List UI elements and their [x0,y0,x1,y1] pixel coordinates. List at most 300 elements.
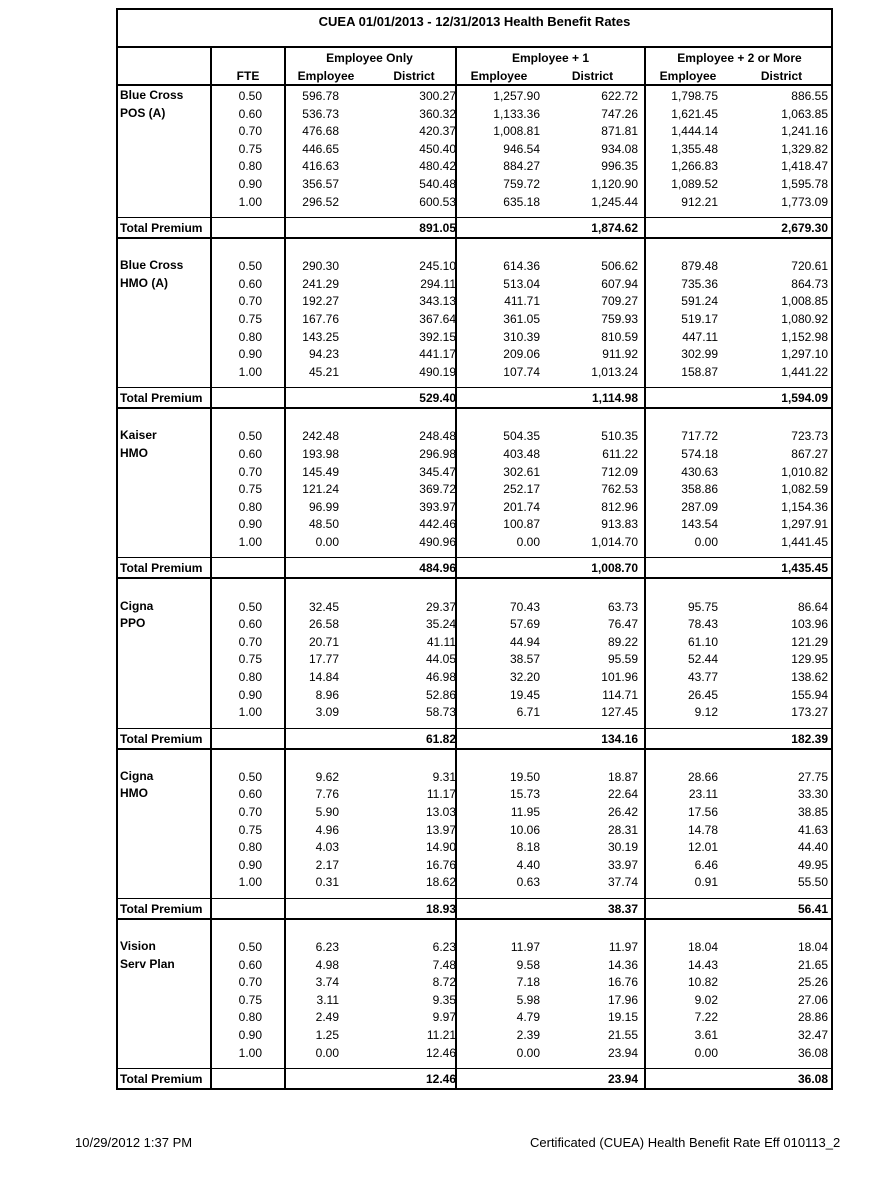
fte-value: 0.70 [238,294,262,309]
plan-name-line: PPO [120,616,146,631]
rate-value: 490.96 [419,535,456,549]
fte-value: 0.50 [238,769,262,784]
rate-value: 55.50 [797,875,828,890]
total-premium-value: 18.93 [425,901,456,916]
rate-value: 19.45 [509,687,540,702]
rate-value: 114.71 [602,687,638,702]
plan-name [120,598,153,633]
rate-value: 20.71 [308,634,339,649]
rate-value: 36.08 [797,1045,828,1060]
fte-value: 0.90 [238,517,262,532]
rate-value: 0.00 [694,535,718,549]
total-rule [118,1068,831,1069]
rate-value: 1,266.83 [671,159,718,174]
rate-value: 1,773.09 [781,194,828,209]
plan-name-line: Kaiser [120,428,157,443]
rate-value: 11.21 [426,1028,456,1042]
rate-value: 248.48 [419,429,456,444]
rate-value: 38.57 [509,652,540,667]
rate-value: 1,008.85 [781,294,828,309]
rate-value: 709.27 [601,294,638,309]
total-rule [118,898,831,899]
plan-name-line: Blue Cross [120,88,184,102]
total-premium-value: 1,114.98 [591,391,638,406]
rate-value: 810.59 [601,329,638,344]
fte-value: 0.70 [238,805,262,819]
rate-value: 287.09 [681,499,718,514]
rate-value: 138.62 [791,670,828,684]
rate-value: 1,418.47 [781,159,828,174]
rate-value: 513.04 [503,276,540,291]
rate-value: 912.21 [681,194,718,209]
fte-value: 0.90 [238,857,262,872]
rate-value: 28.86 [797,1010,828,1025]
fte-value: 0.70 [238,975,262,990]
rate-value: 294.11 [420,276,456,291]
rate-value: 143.25 [302,329,339,344]
rate-value: 2.39 [516,1028,540,1042]
rate-value: 46.98 [425,670,456,684]
rate-value: 536.73 [302,106,339,121]
fte-value: 0.70 [238,124,262,139]
plan-name-line: Vision [120,939,156,953]
rate-value: 4.79 [516,1010,540,1025]
rate-value: 32.20 [509,670,540,684]
rate-value: 21.65 [797,957,828,972]
rate-value: 41.11 [426,634,456,649]
fte-value: 0.90 [238,1028,262,1042]
rate-value: 1,798.75 [671,89,718,103]
fte-value: 0.60 [238,276,262,291]
fte-value: 0.70 [238,464,262,479]
rate-value: 1,297.10 [781,347,828,362]
total-premium-value: 1,435.45 [781,561,828,576]
fte-value: 0.50 [238,259,262,274]
fte-value: 1.00 [238,705,262,720]
rate-value: 121.24 [302,482,339,497]
fte-value: 0.80 [238,670,262,684]
total-premium-label: Total Premium [120,391,203,406]
rate-value: 121.29 [791,634,828,649]
rate-value: 6.23 [315,940,339,954]
rate-value: 1,441.22 [781,364,828,379]
rate-value: 37.74 [607,875,638,890]
total-premium-label: Total Premium [120,731,203,746]
rate-value: 11.97 [510,940,540,954]
total-premium-label: Total Premium [120,221,203,235]
fte-value: 0.60 [238,617,262,632]
fte-value: 0.50 [238,89,262,103]
rate-value: 9.62 [315,769,339,784]
rate-value: 245.10 [419,259,456,274]
rate-value: 871.81 [601,124,638,139]
rate-value: 242.48 [302,429,339,444]
total-premium-label: Total Premium [120,561,203,576]
rate-value: 1,014.70 [591,535,638,549]
rate-value: 27.06 [797,992,828,1007]
rate-value: 45.21 [308,364,339,379]
plan-name-line: Serv Plan [120,956,175,971]
rate-value: 23.94 [607,1045,638,1060]
rate-value: 635.18 [503,194,540,209]
rate-value: 735.36 [681,276,718,291]
fte-value: 1.00 [238,1045,262,1060]
rate-value: 1,355.48 [671,141,718,156]
rate-value: 193.98 [302,447,339,461]
rate-value: 1,595.78 [781,177,828,191]
rate-value: 28.66 [687,769,718,784]
rate-value: 6.46 [694,857,718,872]
total-rule [118,217,831,218]
header-district: District [760,69,803,83]
total-premium-value: 134.16 [601,731,638,746]
rate-value: 33.30 [797,787,828,802]
rate-value: 32.45 [308,599,339,614]
total-rule [118,728,831,729]
fte-value: 0.75 [238,312,262,326]
fte-value: 1.00 [238,194,262,209]
rate-value: 622.72 [601,89,638,103]
rate-value: 201.74 [503,499,540,514]
rate-value: 15.73 [509,787,540,802]
rate-value: 61.10 [687,634,718,649]
rate-value: 16.76 [607,975,638,990]
rate-value: 143.54 [681,517,718,532]
rate-value: 864.73 [791,276,828,291]
rate-value: 7.48 [432,957,456,972]
rate-value: 16.76 [425,857,456,872]
rate-value: 540.48 [419,177,456,191]
rate-value: 9.35 [432,992,456,1007]
plan-name [120,768,153,803]
rate-value: 44.40 [797,840,828,855]
fte-value: 1.00 [238,875,262,890]
total-premium-value: 61.82 [425,731,456,746]
rate-value: 1,152.98 [781,329,828,344]
rate-value: 11.95 [510,805,540,819]
rate-value: 129.95 [791,652,828,667]
rate-value: 13.03 [425,805,456,819]
rate-value: 946.54 [503,141,540,156]
rate-value: 447.11 [682,329,718,344]
rate-value: 1,089.52 [671,177,718,191]
rate-value: 361.05 [503,312,540,326]
rate-value: 310.39 [503,329,540,344]
rate-value: 879.48 [681,259,718,274]
fte-value: 0.50 [238,429,262,444]
fte-value: 0.75 [238,482,262,497]
rate-value: 76.47 [607,617,638,632]
rate-value: 430.63 [681,464,718,479]
rate-value: 446.65 [302,141,339,156]
rate-value: 614.36 [503,259,540,274]
rate-value: 3.11 [316,992,339,1007]
rate-value: 107.74 [503,364,540,379]
rate-value: 519.17 [681,312,718,326]
rate-value: 7.18 [516,975,540,990]
rate-value: 23.11 [688,787,718,802]
rate-value: 12.46 [425,1045,456,1060]
rate-value: 7.76 [315,787,339,802]
rate-value: 5.90 [315,805,339,819]
rate-value: 1,257.90 [493,89,540,103]
rate-value: 19.50 [509,769,540,784]
fte-value: 0.90 [238,687,262,702]
section-rule [118,577,831,579]
rate-value: 934.08 [601,141,638,156]
fte-value: 0.75 [238,652,262,667]
section-rule [118,748,831,750]
rate-value: 9.31 [432,769,456,784]
rate-value: 0.63 [516,875,540,890]
rate-value: 1,329.82 [781,141,828,156]
total-premium-value: 484.96 [419,561,456,576]
rate-value: 101.96 [601,670,638,684]
rate-value: 145.49 [302,464,339,479]
rate-value: 44.05 [425,652,456,667]
rate-value: 96.99 [308,499,339,514]
rate-value: 27.75 [797,769,828,784]
footer-document-name: Certificated (CUEA) Health Benefit Rate Eff 010113_2 [530,1135,841,1150]
total-premium-value: 12.46 [425,1072,456,1086]
rate-value: 43.77 [687,670,718,684]
rate-value: 1,133.36 [493,106,540,121]
rate-value: 6.23 [432,940,456,954]
rate-value: 8.72 [432,975,456,990]
fte-value: 0.75 [238,992,262,1007]
fte-value: 0.80 [238,499,262,514]
plan-name [120,427,157,462]
rate-value: 1,621.45 [671,106,718,121]
rate-value: 0.91 [694,875,718,890]
rate-value: 18.04 [687,940,718,954]
rate-value: 9.58 [516,957,540,972]
rate-value: 420.37 [419,124,456,139]
rate-value: 2.49 [315,1010,339,1025]
plan-name-line: Blue Cross [120,258,184,273]
rate-value: 14.84 [308,670,339,684]
fte-value: 0.90 [238,177,262,191]
fte-value: 0.80 [238,1010,262,1025]
plan-name [120,87,183,122]
rate-value: 4.96 [315,822,339,837]
rate-value: 607.94 [601,276,638,291]
rate-value: 29.37 [425,599,456,614]
rate-value: 10.06 [509,822,540,837]
rate-value: 18.04 [797,940,828,954]
rate-value: 41.63 [797,822,828,837]
header-employee-plus-2: Employee + 2 or More [677,51,802,65]
rate-value: 296.52 [302,194,339,209]
rate-value: 7.22 [694,1010,718,1025]
rate-value: 11.97 [608,940,638,954]
header-employee: Employee [659,69,717,83]
rate-value: 0.00 [516,535,540,549]
rate-value: 510.35 [601,429,638,444]
rate-value: 13.97 [425,822,456,837]
rate-value: 19.15 [607,1010,638,1025]
header-district: District [571,69,614,83]
rate-value: 0.00 [315,535,339,549]
fte-value: 0.60 [238,957,262,972]
rate-value: 392.15 [419,329,456,344]
rate-value: 30.19 [607,840,638,855]
rate-value: 717.72 [681,429,718,444]
rate-value: 1,063.85 [781,106,828,121]
total-premium-value: 23.94 [607,1072,638,1086]
rate-value: 611.22 [602,447,638,461]
footer-timestamp: 10/29/2012 1:37 PM [75,1135,193,1150]
total-rule [118,387,831,388]
rate-value: 490.19 [419,364,456,379]
rate-value: 812.96 [601,499,638,514]
rate-value: 9.97 [432,1010,456,1025]
fte-value: 0.50 [238,940,262,954]
rate-value: 441.17 [419,347,456,362]
rate-value: 21.55 [607,1028,638,1042]
rate-value: 0.00 [516,1045,540,1060]
rate-value: 252.17 [503,482,540,497]
rate-value: 158.87 [681,364,718,379]
rate-value: 22.64 [607,787,638,802]
rate-value: 25.26 [797,975,828,990]
rate-value: 17.96 [607,992,638,1007]
rate-value: 10.82 [687,975,718,990]
rate-value: 884.27 [503,159,540,174]
total-premium-value: 56.41 [797,901,828,916]
rate-value: 416.63 [302,159,339,174]
plan-name [120,257,183,292]
rate-value: 1,241.16 [781,124,828,139]
rate-value: 574.18 [681,447,718,461]
rate-value: 302.99 [681,347,718,362]
rate-value: 86.64 [797,599,828,614]
rate-value: 343.13 [419,294,456,309]
rate-value: 26.42 [607,805,638,819]
rate-value: 290.30 [302,259,339,274]
rate-value: 3.09 [315,705,339,720]
total-premium-label: Total Premium [120,901,203,916]
rate-value: 1,008.81 [493,124,540,139]
rate-value: 241.29 [302,276,339,291]
section-rule [118,918,831,920]
rate-value: 596.78 [302,89,339,103]
rate-value: 8.18 [516,840,540,855]
fte-value: 0.80 [238,159,262,174]
total-premium-value: 891.05 [419,221,456,235]
rate-value: 747.26 [601,106,638,121]
rate-value: 18.62 [425,875,456,890]
rate-value: 358.86 [681,482,718,497]
rate-value: 14.36 [607,957,638,972]
section-rule [118,407,831,409]
rate-value: 442.46 [419,517,456,532]
rate-table [116,8,833,1090]
rate-value: 1,154.36 [781,499,828,514]
header-employee-plus-1: Employee + 1 [511,51,590,65]
rate-value: 411.71 [504,294,540,309]
rate-value: 52.86 [425,687,456,702]
rate-value: 14.43 [687,957,718,972]
rate-value: 57.69 [509,617,540,632]
section-rule [118,237,831,239]
rate-value: 100.87 [503,517,540,532]
rate-value: 9.02 [694,992,718,1007]
rate-value: 302.61 [503,464,540,479]
header-bottom-rule [118,84,831,86]
plan-name [120,938,175,973]
rate-value: 403.48 [503,447,540,461]
rate-value: 52.44 [687,652,718,667]
plan-name-line: HMO [120,445,148,460]
rate-value: 173.27 [791,705,828,720]
fte-value: 0.60 [238,787,262,802]
rate-value: 63.73 [607,599,638,614]
rate-value: 762.53 [601,482,638,497]
rate-value: 886.55 [791,89,828,103]
rate-value: 94.23 [308,347,339,362]
rate-value: 1,120.90 [591,177,638,191]
rate-value: 8.96 [315,687,339,702]
fte-value: 0.70 [238,634,262,649]
rate-value: 0.00 [315,1045,339,1060]
rate-value: 32.47 [797,1028,828,1042]
rate-value: 360.32 [419,106,456,121]
rate-value: 1,245.44 [591,194,638,209]
total-premium-value: 38.37 [607,901,638,916]
rate-value: 6.71 [516,705,540,720]
rate-value: 155.94 [791,687,828,702]
rate-value: 26.45 [687,687,718,702]
rate-value: 14.78 [687,822,718,837]
total-premium-value: 182.39 [791,731,828,746]
rate-value: 70.43 [509,599,540,614]
rate-value: 127.45 [601,705,638,720]
header-fte: FTE [236,69,260,83]
total-premium-value: 529.40 [419,391,456,406]
rate-value: 0.31 [315,875,339,890]
rate-value: 504.35 [503,429,540,444]
fte-value: 0.60 [238,106,262,121]
rate-value: 58.73 [425,705,456,720]
rate-value: 17.77 [308,652,339,667]
rate-value: 0.00 [694,1045,718,1060]
rate-value: 591.24 [681,294,718,309]
fte-value: 0.50 [238,599,262,614]
fte-value: 0.60 [238,447,262,461]
total-premium-value: 1,008.70 [591,561,638,576]
rate-value: 35.24 [425,617,456,632]
rate-value: 356.57 [302,177,339,191]
plan-name-line: Cigna [120,768,154,783]
rate-value: 3.61 [694,1028,718,1042]
header-employee: Employee [297,69,355,83]
rate-value: 506.62 [601,259,638,274]
rate-value: 209.06 [503,347,540,362]
total-premium-value: 36.08 [797,1072,828,1086]
rate-value: 26.58 [308,617,339,632]
plan-name-line: HMO (A) [120,275,168,290]
rate-value: 759.93 [601,312,638,326]
rate-value: 3.74 [315,975,339,990]
rate-value: 913.83 [601,517,638,532]
rate-value: 38.85 [797,805,828,819]
rate-value: 192.27 [302,294,339,309]
total-premium-value: 1,874.62 [591,221,638,235]
rate-value: 911.92 [602,347,638,362]
rate-value: 1,444.14 [671,124,718,139]
rate-value: 1,013.24 [591,364,638,379]
